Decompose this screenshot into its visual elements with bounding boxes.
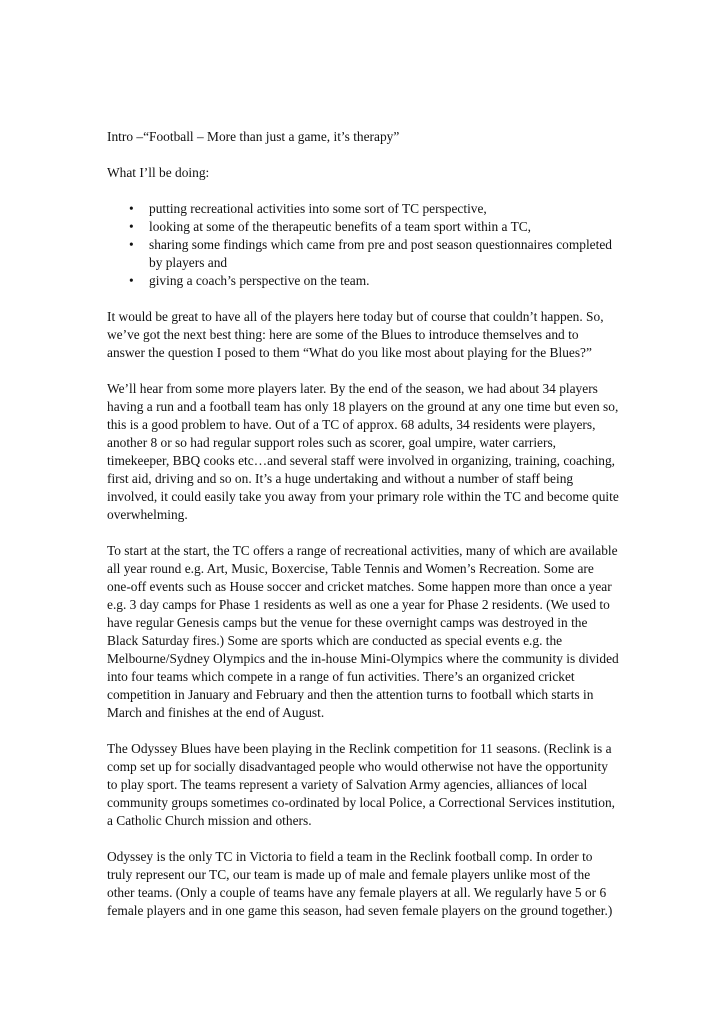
bullet-icon: • bbox=[129, 201, 134, 216]
bullet-icon: • bbox=[129, 273, 134, 288]
paragraph-players-intro: It would be great to have all of the players here today but of course that couldn’t happen. So, we’ve got the next best thing: here are some of the Blues to introduce themselves and to answer the question I posed to them “What do you like most about playing for the Blues?” bbox=[107, 309, 604, 360]
bullet-icon: • bbox=[129, 237, 134, 252]
bullet-icon: • bbox=[129, 219, 134, 234]
list-item-text: putting recreational activities into some sort of TC perspective, bbox=[149, 201, 487, 216]
list-item bbox=[107, 218, 619, 236]
list-item-text: giving a coach’s perspective on the team. bbox=[149, 273, 370, 288]
intro-title: Intro –“Football – More than just a game, it’s therapy” bbox=[107, 129, 400, 144]
paragraph-recreational-activities: To start at the start, the TC offers a range of recreational activities, many of which are available all year round e.g. Art, Music, Boxercise, Table Tennis and Women’s Recreation. Some are one-off events such as House soccer and cricket matches. Some happen more than once a year e.g. 3 day camps for Phase 1 residents as well as one a year for Phase 2 residents. (We used to have regular Genesis camps but the venue for these overnight camps was destroyed in the Black Saturday fires.) Some are sports which are conducted as special events e.g. the Melbourne/Sydney Olympics and the in-house Mini-Olympics where the community is divided into four teams which compete in a range of fun activities. There’s an organized cricket competition in January and February and then the attention turns to football which starts in March and finishes at the end of August. bbox=[107, 543, 619, 720]
list-item-text: sharing some findings which came from pre and post season questionnaires completed by players and bbox=[149, 237, 612, 270]
doing-heading: What I’ll be doing: bbox=[107, 165, 210, 180]
paragraph-player-numbers: We’ll hear from some more players later. By the end of the season, we had about 34 players having a run and a football team has only 18 players on the ground at any one time but even so, this is a good problem to have. Out of a TC of approx. 68 adults, 34 residents were players, another 8 or so had regular support roles such as scorer, goal umpire, water carriers, timekeeper, BBQ cooks etc…and several staff were involved in organizing, training, coaching, first aid, driving and so on. It’s a huge undertaking and without a number of staff being involved, it could easily take you away from your primary role within the TC and become quite overwhelming. bbox=[107, 381, 619, 522]
doing-list bbox=[107, 200, 619, 290]
list-item bbox=[107, 272, 619, 290]
list-item bbox=[107, 236, 619, 272]
document-page bbox=[107, 128, 619, 938]
list-item bbox=[107, 200, 619, 218]
list-item-text: looking at some of the therapeutic benefits of a team sport within a TC, bbox=[149, 219, 532, 234]
paragraph-female-players: Odyssey is the only TC in Victoria to field a team in the Reclink football comp. In order to truly represent our TC, our team is made up of male and female players unlike most of the other teams. (Only a couple of teams have any female players at all. We regularly have 5 or 6 female players and in one game this season, had seven female players on the ground together.) bbox=[107, 849, 613, 918]
paragraph-reclink-competition: The Odyssey Blues have been playing in the Reclink competition for 11 seasons. (Reclink is a comp set up for socially disadvantaged people who would otherwise not have the opportunity to play sport. The teams represent a variety of Salvation Army agencies, alliances of local community groups sometimes co-ordinated by local Police, a Correctional Services institution, a Catholic Church mission and others. bbox=[107, 741, 615, 828]
